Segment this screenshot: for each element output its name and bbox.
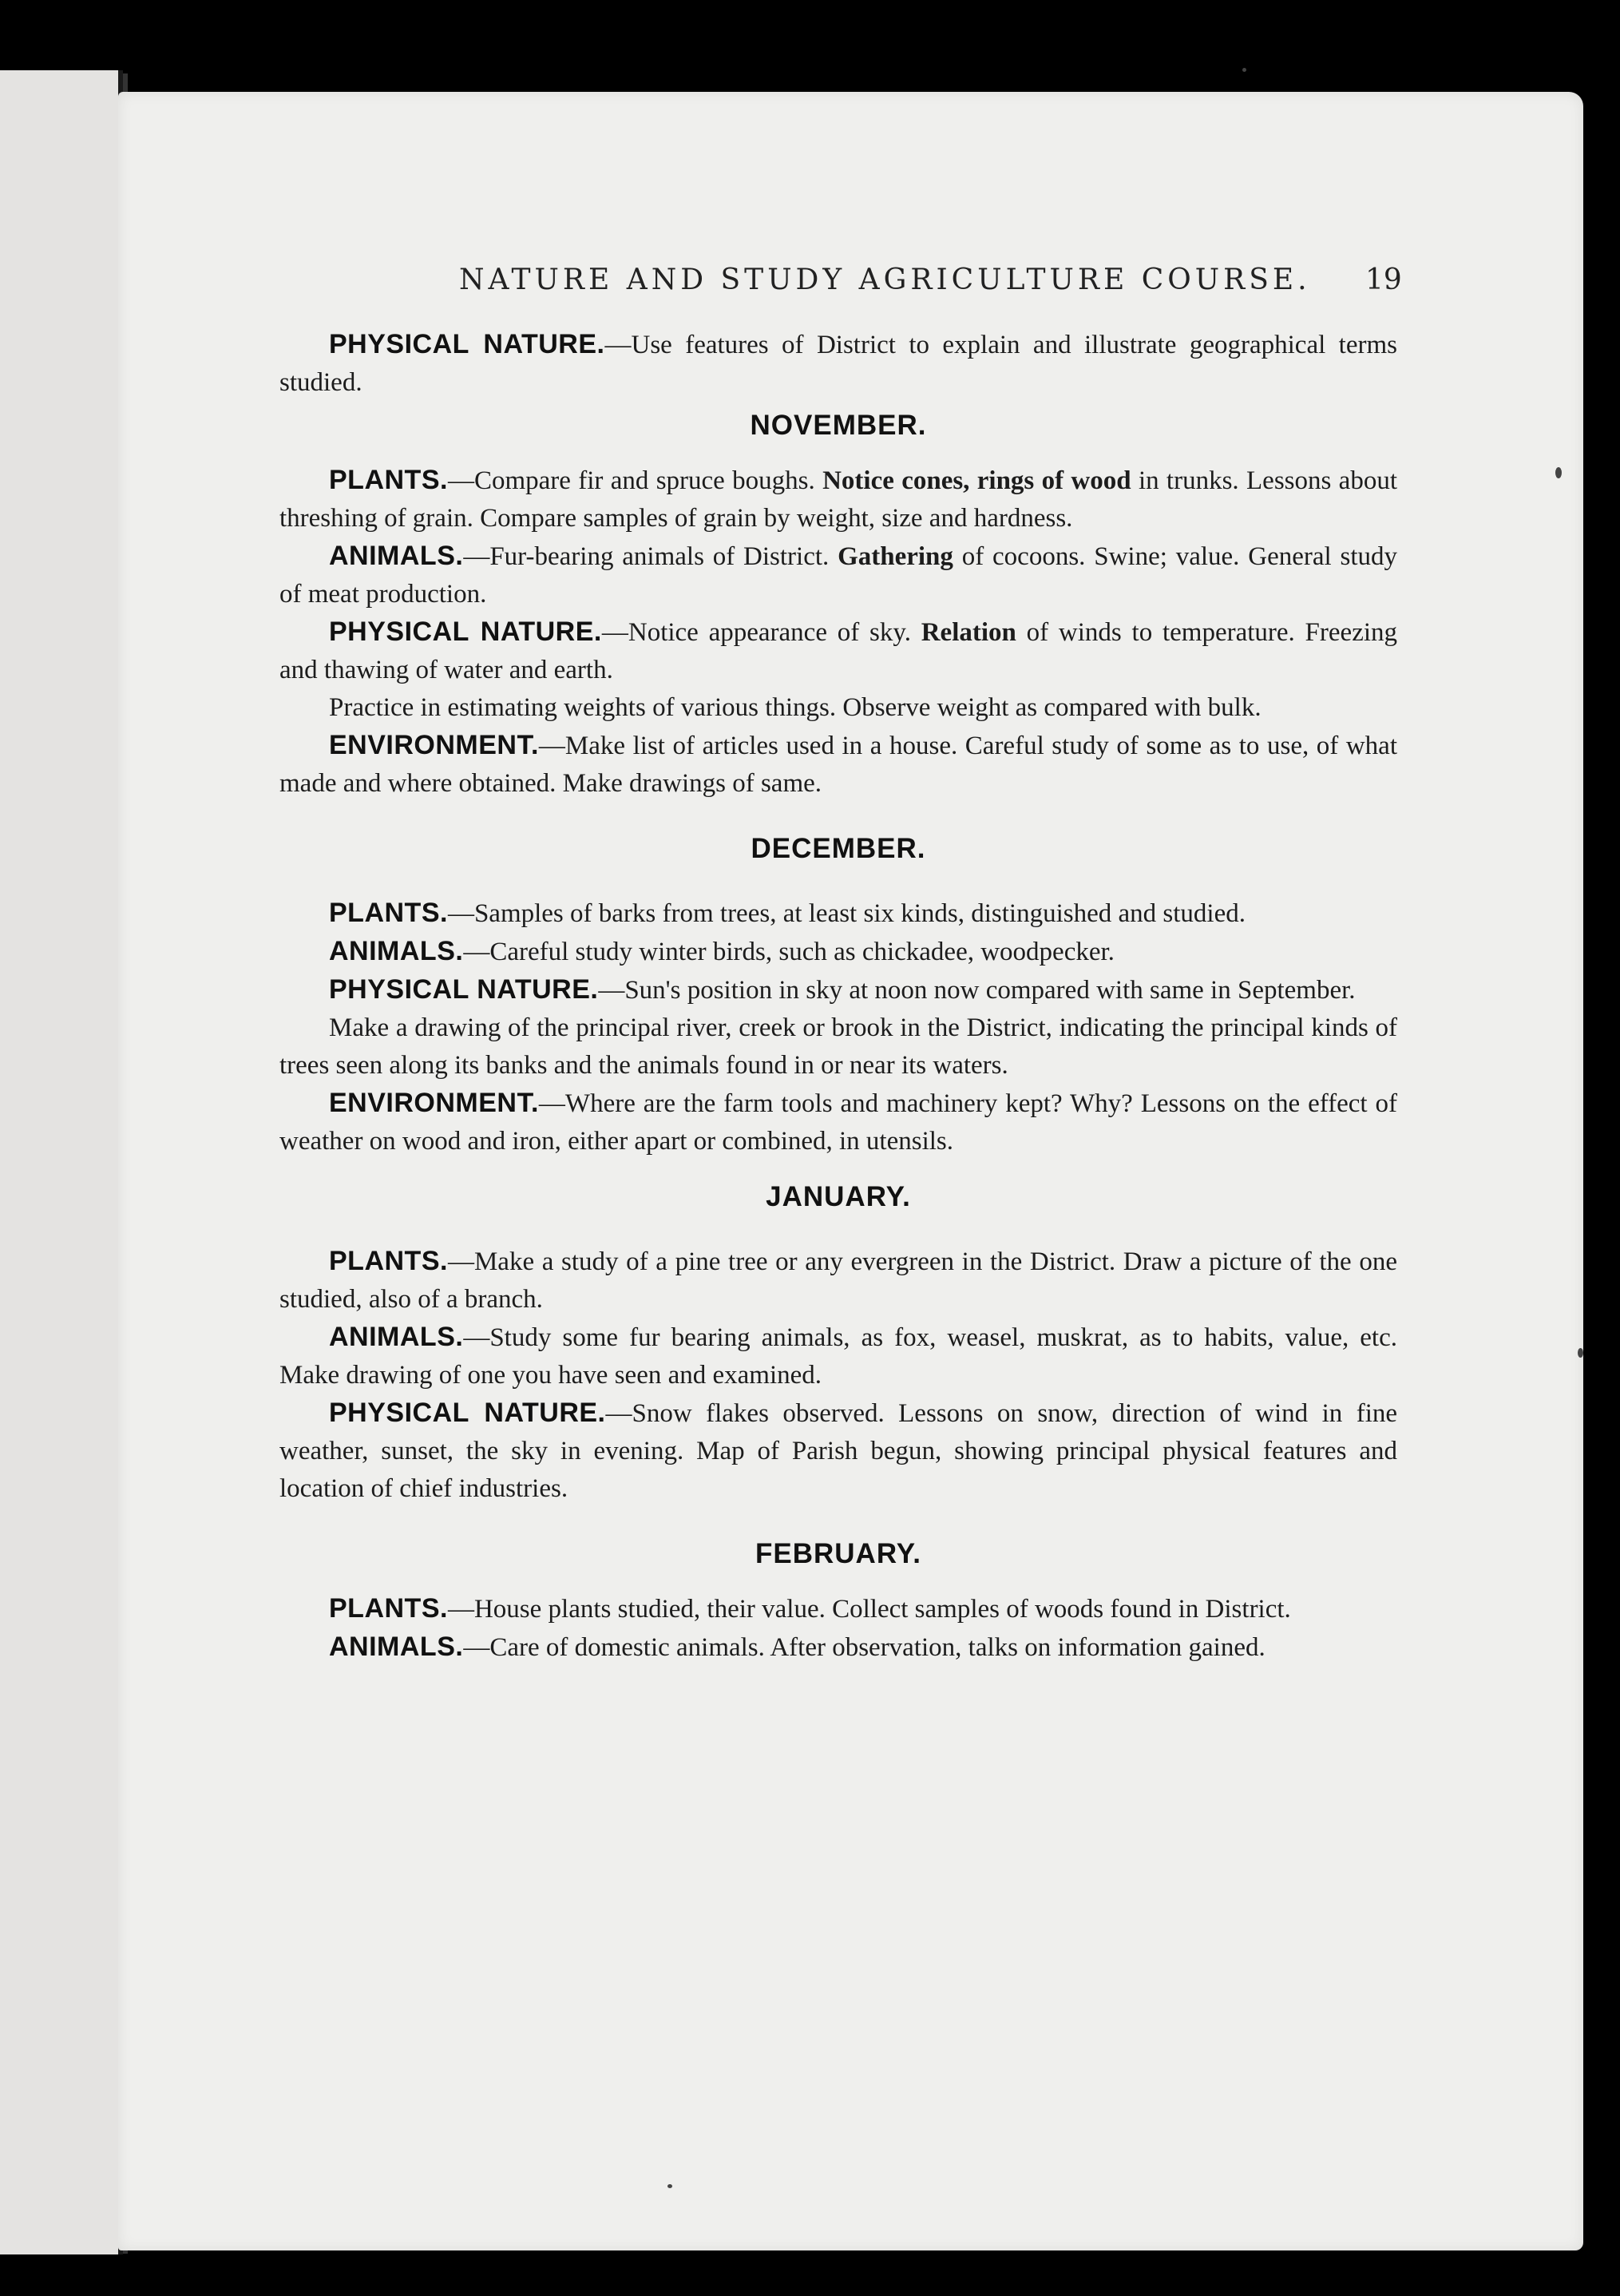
paragraph-text: —Compare fir and spruce boughs.	[447, 466, 823, 495]
paragraph-text: —Samples of barks from trees, at least six kinds, distinguished and studied.	[447, 899, 1246, 928]
page-header	[0, 264, 1620, 295]
paragraph-text: —Notice appearance of sky.	[601, 618, 921, 647]
emphasized-text: Gathering	[838, 542, 953, 571]
section-november	[279, 406, 1397, 803]
paragraph-text: of winds to temperature. Freezing and thawing of water and earth.	[279, 618, 1398, 684]
page-body	[279, 326, 1397, 1667]
dust-speck	[1555, 467, 1562, 478]
running-title: NATURE AND STUDY AGRICULTURE COURSE.	[459, 264, 1311, 296]
topic-paragraph	[279, 1590, 1397, 1628]
section-february	[279, 1535, 1397, 1667]
paragraph-text: —Fur-bearing animals of District.	[463, 542, 838, 571]
dust-speck	[667, 2184, 672, 2188]
paragraph-text: Practice in estimating weights of various things. Observe weight as compared with bulk.	[329, 693, 1262, 722]
paragraph-text: —Use features of District to explain and illustrate geographical terms studied.	[279, 331, 1397, 397]
paragraph-text: —Sun's position in sky at noon now compared with same in September.	[598, 976, 1356, 1005]
topic-paragraph	[279, 613, 1397, 689]
topic-label: PLANTS.	[329, 1593, 448, 1624]
paragraph-text: —Careful study winter birds, such as chickadee, woodpecker.	[463, 938, 1115, 966]
topic-paragraph	[279, 1085, 1397, 1160]
paragraph-text: —Where are the farm tools and machinery kept? Why? Lessons on the effect of weather on wood and iron, either apart or combined, in utensils.	[279, 1089, 1397, 1156]
topic-label: PLANTS.	[329, 1246, 448, 1276]
topic-label: PHYSICAL NATURE.	[329, 974, 599, 1005]
topic-paragraph	[279, 1628, 1397, 1667]
topic-label: ANIMALS.	[329, 1322, 464, 1352]
paragraph-text: —Study some fur bearing animals, as fox, weasel, muskrat, as to habits, value, etc. Make drawing of one you have seen and examined.	[279, 1323, 1397, 1390]
topic-label: ENVIRONMENT.	[329, 730, 539, 760]
paragraph-text: —Snow flakes observed. Lessons on snow, direction of wind in fine weather, sunset, the sky in evening. Map of Parish begun, showing principal physical features and location of chief industries.	[279, 1399, 1398, 1503]
topic-paragraph	[279, 727, 1397, 803]
topic-paragraph	[279, 1319, 1397, 1394]
paragraph-text: —Care of domestic animals. After observation, talks on information gained.	[463, 1633, 1266, 1662]
dust-speck	[1578, 1348, 1583, 1358]
topic-label: PHYSICAL NATURE.	[329, 617, 602, 647]
month-heading: NOVEMBER.	[750, 410, 927, 441]
topic-label: ANIMALS.	[329, 936, 464, 966]
emphasized-text: Relation	[921, 618, 1016, 647]
paragraph-text: —Make list of articles used in a house. Careful study of some as to use, of what made and where obtained. Make drawings of same.	[279, 732, 1397, 798]
intro-paragraph	[279, 326, 1397, 402]
emphasized-text: Notice cones, rings of wood	[822, 466, 1131, 495]
paragraph-text: —House plants studied, their value. Collect samples of woods found in District.	[447, 1595, 1291, 1624]
topic-paragraph	[279, 1009, 1397, 1085]
topic-paragraph	[279, 1394, 1397, 1508]
paragraph-text: Make a drawing of the principal river, creek or brook in the District, indicating the principal kinds of trees seen along its banks and the animals found in or near its waters.	[279, 1013, 1397, 1080]
paragraph-text: of cocoons. Swine; value. General study of meat production.	[279, 542, 1397, 609]
topic-label: PLANTS.	[329, 898, 448, 928]
paragraph-text: in trunks. Lessons about threshing of grain. Compare samples of grain by weight, size and hardness.	[279, 466, 1397, 533]
topic-label: PHYSICAL NATURE.	[329, 1398, 606, 1428]
topic-paragraph	[279, 971, 1397, 1009]
topic-paragraph	[279, 933, 1397, 971]
topic-label: PHYSICAL NATURE.	[329, 329, 605, 359]
topic-label: ANIMALS.	[329, 1632, 464, 1662]
month-heading: JANUARY.	[766, 1181, 911, 1212]
topic-paragraph	[279, 1243, 1397, 1319]
topic-paragraph	[279, 462, 1397, 537]
paragraph-text: —Make a study of a pine tree or any evergreen in the District. Draw a picture of the one studied, also of a branch.	[279, 1247, 1397, 1314]
left-page-edge	[0, 70, 123, 2254]
topic-paragraph	[279, 689, 1397, 727]
dust-speck	[1242, 68, 1246, 72]
topic-label: ANIMALS.	[329, 541, 464, 571]
section-january	[279, 1178, 1397, 1508]
page-number: 19	[1365, 264, 1402, 296]
topic-label: PLANTS.	[329, 465, 448, 495]
topic-paragraph	[279, 894, 1397, 933]
month-heading: DECEMBER.	[751, 833, 926, 864]
section-december	[279, 830, 1397, 1160]
month-heading: FEBRUARY.	[755, 1538, 921, 1569]
topic-paragraph	[279, 537, 1397, 613]
topic-label: ENVIRONMENT.	[329, 1088, 539, 1118]
